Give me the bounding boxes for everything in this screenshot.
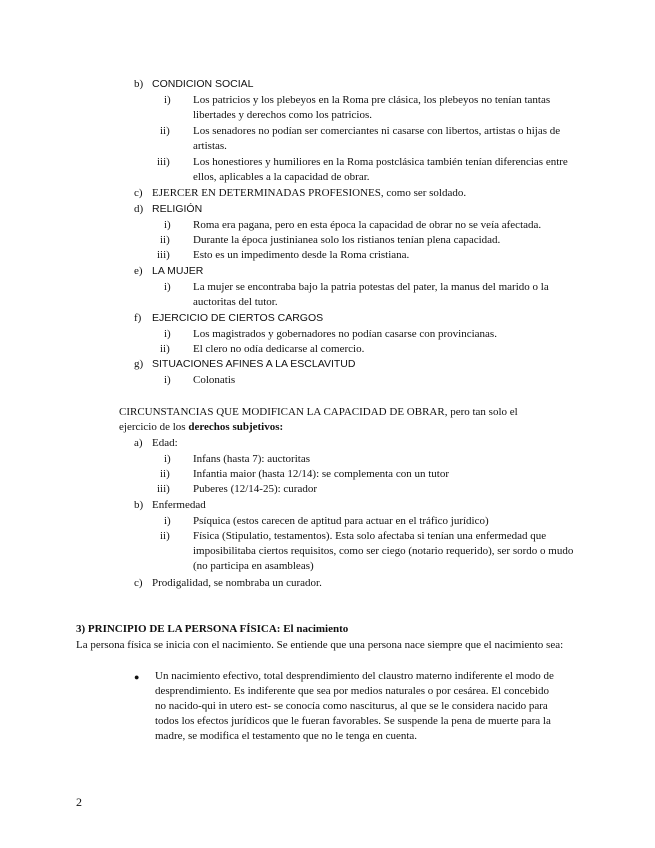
list-marker: iii)	[157, 483, 170, 495]
list-marker: i)	[164, 328, 171, 340]
list-marker: ii)	[160, 530, 170, 542]
section-title: Enfermedad	[152, 499, 206, 511]
list-marker: i)	[164, 515, 171, 527]
list-marker: i)	[164, 219, 171, 231]
list-marker: g)	[134, 358, 144, 370]
list-item: El clero no odía dedicarse al comercio.	[193, 343, 365, 355]
list-item: Esto es un impedimento desde la Roma cristiana.	[193, 249, 410, 261]
list-marker: b)	[134, 499, 144, 511]
page-number: 2	[76, 795, 82, 809]
list-item: La mujer se encontraba bajo la patria potestas del pater, la manus del marido o la auctoritas del tutor.	[193, 281, 549, 308]
list-marker: iii)	[157, 156, 170, 168]
list-marker: c)	[134, 577, 143, 589]
list-marker: i)	[164, 94, 171, 106]
list-item: Los magistrados y gobernadores no podían casarse con provincianas.	[193, 328, 497, 340]
list-item: Psíquica (estos carecen de aptitud para actuar en el tráfico jurídico)	[193, 515, 489, 527]
bullet-icon: ●	[134, 672, 140, 682]
list-marker: iii)	[157, 249, 170, 261]
list-marker: ii)	[160, 125, 170, 137]
list-item: Colonatis	[193, 374, 236, 386]
list-marker: i)	[164, 281, 171, 293]
list-item: Roma era pagana, pero en esta época la capacidad de obrar no se veía afectada.	[193, 219, 542, 231]
list-marker: b)	[134, 78, 144, 90]
section-title: CONDICION SOCIAL	[152, 78, 254, 90]
list-item: Infans (hasta 7): auctoritas	[193, 453, 310, 465]
list-item: Física (Stipulatio, testamentos). Esta solo afectaba si tenían una enfermedad que imposibilitaba ciertos requisitos, como ser ciego (notario requerido), ser sordo o mudo (no participa en asambleas)	[193, 530, 574, 572]
list-item: Infantia maior (hasta 12/14): se complementa con un tutor	[193, 468, 449, 480]
list-marker: ii)	[160, 343, 170, 355]
list-item: Puberes (12/14-25): curador	[193, 483, 318, 495]
section-title: SITUACIONES AFINES A LA ESCLAVITUD	[152, 358, 356, 370]
paragraph: La persona física se inicia con el nacimiento. Se entiende que una persona nace siempre que el nacimiento sea:	[76, 639, 564, 651]
section-title: EJERCER EN DETERMINADAS PROFESIONES, como ser soldado.	[152, 187, 467, 199]
list-marker: e)	[134, 265, 143, 277]
list-marker: c)	[134, 187, 143, 199]
list-marker: d)	[134, 203, 144, 215]
section-title: Edad:	[152, 437, 178, 449]
list-marker: ii)	[160, 468, 170, 480]
bold-term: derechos subjetivos:	[188, 421, 284, 433]
list-item: Los honestiores y humiliores en la Roma postclásica también tenían diferencias entre ellos, aplicables a la capacidad de obrar.	[193, 156, 568, 183]
list-item: Los patricios y los plebeyos en la Roma pre clásica, los plebeyos no tenían tantas libertades y derechos como los patricios.	[193, 94, 551, 121]
section-title: Prodigalidad, se nombraba un curador.	[152, 577, 322, 589]
list-marker: ii)	[160, 234, 170, 246]
section-title: LA MUJER	[152, 265, 204, 277]
list-marker: i)	[164, 374, 171, 386]
paragraph-line: CIRCUNSTANCIAS QUE MODIFICAN LA CAPACIDAD DE OBRAR, pero tan solo el	[119, 406, 518, 418]
section-title: EJERCICIO DE CIERTOS CARGOS	[152, 312, 324, 324]
section-heading: 3) PRINCIPIO DE LA PERSONA FÍSICA: El nacimiento	[76, 623, 349, 635]
section-title: RELIGIÓN	[152, 203, 203, 215]
list-item: Los senadores no podían ser comerciantes ni casarse con libertos, artistas o hijas de artistas.	[193, 125, 561, 152]
paragraph-line	[119, 420, 283, 435]
list-marker: a)	[134, 437, 143, 449]
bullet-item: Un nacimiento efectivo, total desprendimiento del claustro materno indiferente el modo de desprendimiento. Es indiferente que sea por medios naturales o por cesárea. El concebido no nacido-qui in utero est- se conocía como nasciturus, al que se le considera nacido para todos los efectos jurídicos que le fueran favorables. Se suspende la pena de muerte para la madre, se modifica el testamento que no le tenga en cuenta.	[155, 670, 554, 742]
list-item: Durante la época justinianea solo los ristianos tenían plena capacidad.	[193, 234, 501, 246]
list-marker: i)	[164, 453, 171, 465]
paragraph-text: ejercicio de los	[119, 421, 189, 433]
list-marker: f)	[134, 312, 142, 324]
